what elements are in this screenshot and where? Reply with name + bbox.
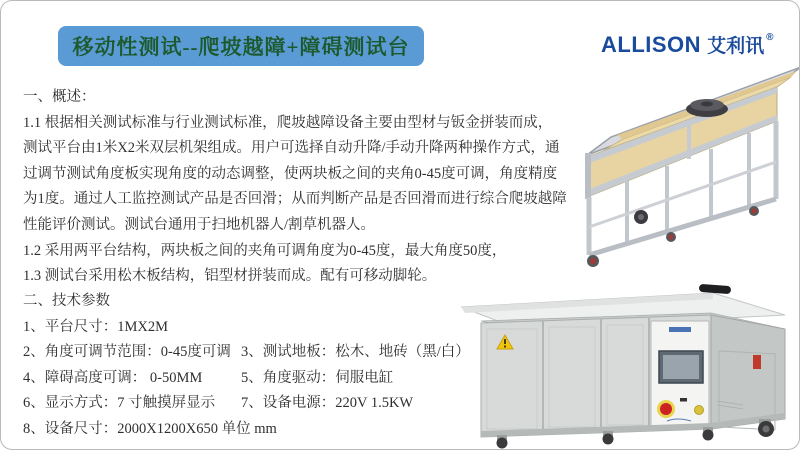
param-item: 6、显示方式：7 寸触摸屏显示	[23, 395, 216, 412]
usb-port	[680, 398, 687, 402]
platform-photo	[549, 59, 800, 271]
overview-line: 测试平台由1米X2米双层机架组成。用户可选择自动升降/手动升降两种操作方式，通	[23, 140, 560, 157]
param-item: 7、设备电源：220V 1.5KW	[241, 395, 414, 412]
registered-trademark-icon: ®	[766, 32, 774, 43]
red-sticker	[753, 355, 761, 369]
overview-line: 过调节测试角度板实现角度的动态调整，使两块板之间的夹角0-45度可调，角度精度	[23, 165, 558, 182]
wooden-test-platform-illustration	[549, 59, 800, 271]
overview-section	[23, 85, 567, 290]
param-item: 2、角度可调节范围：0-45度可调	[23, 344, 231, 361]
overview-heading: 一、概述：	[23, 89, 96, 105]
test-machine-cabinet-illustration	[453, 271, 799, 449]
power-button	[695, 406, 704, 415]
overview-line: 1.1 根据相关测试标准与行业测试标准，爬坡越障设备主要由型材与钣金拼装而成，	[23, 114, 553, 131]
title-banner	[58, 26, 424, 66]
brand-name-en: ALLISON	[601, 32, 702, 57]
panel-logo-label	[669, 327, 691, 332]
machine-photo	[453, 271, 799, 449]
overview-line: 1.3 测试台采用松木板结构，铝型材拼装而成。配有可移动脚轮。	[23, 268, 437, 285]
emergency-stop-button	[660, 403, 672, 415]
overview-line: 性能评价测试。测试台通用于扫地机器人/割草机器人。	[23, 216, 376, 233]
page-title: 移动性测试--爬坡越障+障碍测试台	[72, 35, 410, 59]
overview-line: 为1度。通过人工监控测试产品是否回滑；从而判断产品是否回滑而进行综合爬坡越障	[23, 191, 567, 208]
brand-name-cn: 艾利讯	[707, 36, 765, 57]
param-item: 5、角度驱动：伺服电缸	[241, 369, 394, 386]
parameters-heading: 二、技术参数	[23, 293, 110, 309]
param-item: 4、障碍高度可调： 0-50MM	[23, 369, 203, 386]
control-panel	[651, 321, 709, 429]
param-item: 3、测试地板：松木、地砖（黑/白）	[241, 344, 470, 361]
overview-line: 1.2 采用两平台结构，两块板之间的夹角可调角度为0-45度，最大角度50度，	[23, 242, 507, 259]
param-item: 1、平台尺寸：1MX2M	[23, 318, 169, 335]
param-item: 8、设备尺寸：2000X1200X650 单位 mm	[23, 420, 277, 437]
caster-wheels	[587, 206, 759, 267]
brand-logo	[601, 31, 773, 58]
